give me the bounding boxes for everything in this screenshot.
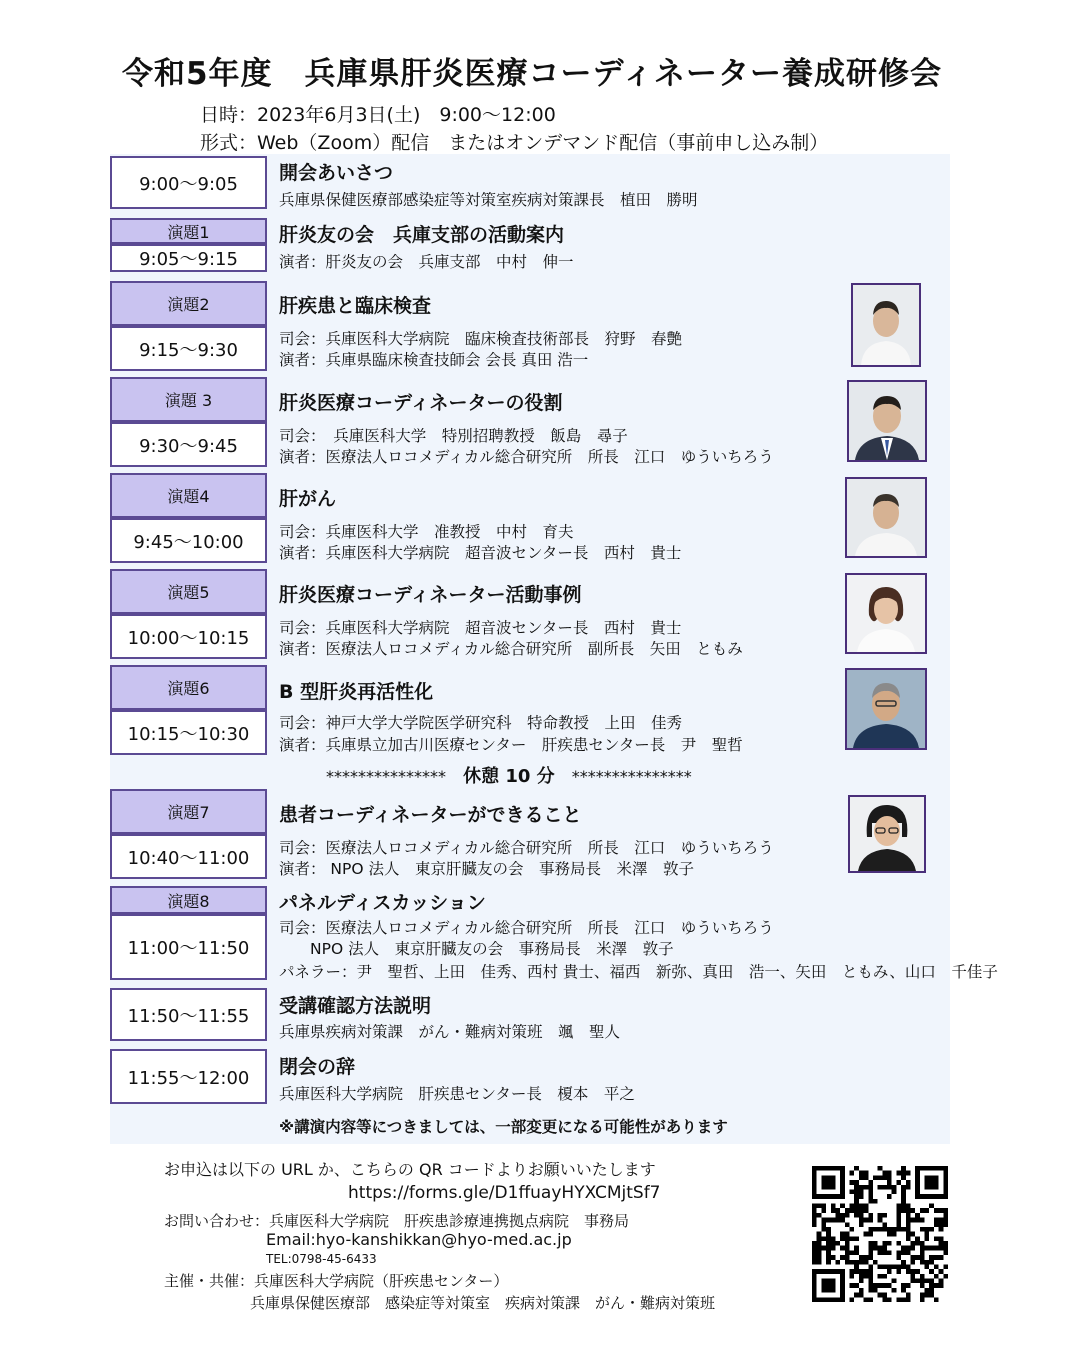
session-label: 演題7 (110, 789, 267, 834)
session-line: 司会：医療法人ロコメディカル総合研究所 所長 江口 ゆういちろう (279, 919, 774, 937)
session-title: 開会あいさつ (279, 162, 394, 184)
disclaimer-note: ※講演内容等につきましては、一部変更になる可能性があります (279, 1118, 728, 1136)
session-label: 演題6 (110, 665, 267, 710)
session-label: 演題1 (110, 218, 267, 244)
speaker-photo (845, 573, 927, 654)
page-title: 令和5年度 兵庫県肝炎医療コーディネーター養成研修会 (121, 56, 943, 92)
session-title: 閉会の辞 (279, 1056, 356, 1078)
apply-text: お申込は以下の URL か、こちらの QR コードよりお願いいたします (164, 1160, 656, 1179)
session-line: 司会：医療法人ロコメディカル総合研究所 所長 江口 ゆういちろう (279, 839, 774, 857)
session-time: 9:15～9:30 (110, 326, 267, 371)
session-line: パネラー：尹 聖哲、上田 佳秀、西村 貴士、福西 新弥、真田 浩一、矢田 ともみ、山口 千佳子 (279, 963, 998, 981)
session-title: 受講確認方法説明 (279, 995, 432, 1017)
session-label: 演題8 (110, 886, 267, 914)
host-text-2: 兵庫県保健医療部 感染症等対策室 疾病対策課 がん・難病対策班 (250, 1294, 716, 1312)
session-line: 演者： NPO 法人 東京肝臓友の会 事務局長 米澤 敦子 (279, 860, 694, 878)
session-title: B 型肝炎再活性化 (279, 681, 434, 703)
session-title: 肝がん (279, 488, 337, 510)
registration-url-link[interactable]: https://forms.gle/D1ffuayHYXCMjtSf7 (348, 1183, 661, 1203)
contact-text: お問い合わせ：兵庫医科大学病院 肝疾患診療連携拠点病院 事務局 (164, 1212, 630, 1230)
session-line: 演者：医療法人ロコメディカル総合研究所 副所長 矢田 ともみ (279, 640, 743, 658)
session-title: 肝炎友の会 兵庫支部の活動案内 (279, 224, 565, 246)
speaker-photo (847, 380, 927, 462)
session-line: 演者：兵庫県臨床検査技師会 会長 真田 浩一 (279, 351, 589, 369)
session-line: 司会：兵庫医科大学 准教授 中村 育夫 (279, 523, 574, 541)
session-time: 11:50～11:55 (110, 988, 267, 1041)
break-stars-right: *************** (571, 767, 692, 786)
contact-tel: TEL:0798-45-6433 (266, 1252, 377, 1266)
speaker-photo (851, 283, 921, 367)
session-time: 10:15～10:30 (110, 710, 267, 755)
session-line: 司会：神戸大学大学院医学研究科 特命教授 上田 佳秀 (279, 714, 683, 732)
session-time: 10:00～10:15 (110, 614, 267, 659)
session-line: 演者：医療法人ロコメディカル総合研究所 所長 江口 ゆういちろう (279, 448, 774, 466)
session-line: 演者：肝炎友の会 兵庫支部 中村 伸一 (279, 253, 574, 271)
session-title: 肝炎医療コーディネーター活動事例 (279, 584, 582, 606)
session-line: 司会：兵庫医科大学病院 超音波センター長 西村 貴士 (279, 619, 682, 637)
session-label: 演題2 (110, 281, 267, 326)
session-time: 9:00～9:05 (110, 156, 267, 209)
session-title: 肝炎医療コーディネーターの役割 (279, 392, 563, 414)
session-time: 11:55～12:00 (110, 1049, 267, 1104)
session-time: 9:45～10:00 (110, 518, 267, 563)
session-line: 兵庫医科大学病院 肝疾患センター長 榎本 平之 (279, 1085, 635, 1103)
session-label: 演題 3 (110, 377, 267, 422)
session-line: 演者：兵庫医科大学病院 超音波センター長 西村 貴士 (279, 544, 682, 562)
session-line: NPO 法人 東京肝臓友の会 事務局長 米澤 敦子 (279, 940, 674, 958)
session-title: 患者コーディネーターができること (279, 804, 582, 826)
host-text: 主催・共催：兵庫医科大学病院（肝疾患センター） (164, 1272, 509, 1290)
session-label: 演題5 (110, 569, 267, 614)
session-line: 兵庫県疾病対策課 がん・難病対策班 颯 聖人 (279, 1023, 621, 1041)
speaker-photo (848, 795, 926, 873)
event-datetime: 日時：2023年6月3日(土) 9:00～12:00 (200, 104, 556, 126)
event-format: 形式：Web（Zoom）配信 またはオンデマンド配信（事前申し込み制） (200, 132, 829, 154)
break-stars-left: *************** (326, 767, 446, 786)
session-line: 司会：兵庫医科大学病院 臨床検査技術部長 狩野 春艶 (279, 330, 683, 348)
qr-code-icon[interactable] (812, 1166, 948, 1302)
session-time: 9:05～9:15 (110, 244, 267, 272)
session-time: 9:30～9:45 (110, 422, 267, 467)
speaker-photo (845, 477, 927, 558)
break-notice (326, 762, 692, 788)
session-title: 肝疾患と臨床検査 (279, 295, 432, 317)
session-time: 10:40～11:00 (110, 834, 267, 879)
session-line: 司会： 兵庫医科大学 特別招聘教授 飯島 尋子 (279, 427, 628, 445)
break-label: 休憩 10 分 (463, 766, 555, 787)
session-time: 11:00～11:50 (110, 914, 267, 980)
contact-email[interactable]: Email:hyo-kanshikkan@hyo-med.ac.jp (266, 1230, 572, 1249)
session-line: 演者：兵庫県立加古川医療センター 肝疾患センター長 尹 聖哲 (279, 736, 743, 754)
speaker-photo (845, 668, 927, 750)
session-title: パネルディスカッション (279, 892, 486, 914)
session-label: 演題4 (110, 473, 267, 518)
session-line: 兵庫県保健医療部感染症等対策室疾病対策課長 植田 勝明 (279, 191, 698, 209)
